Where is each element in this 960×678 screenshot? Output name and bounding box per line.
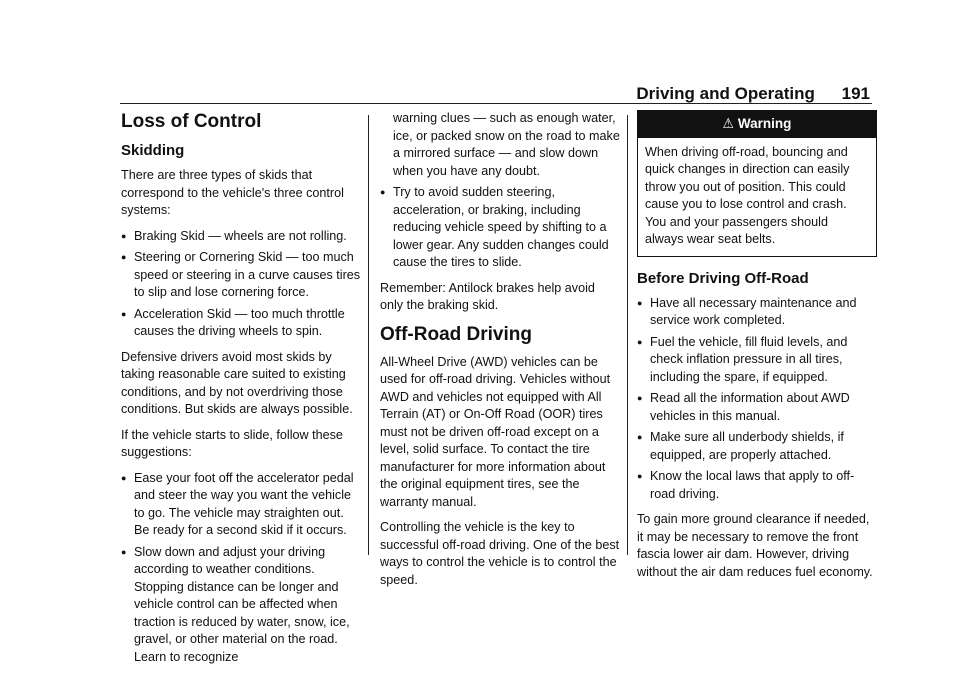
defensive-drivers-paragraph: Defensive drivers avoid most skids by taking reasonable care suited to existing conditions, and by not overdriving those conditions. But skids are always possible. <box>121 349 353 416</box>
list-item: ● Have all necessary maintenance and service work completed. <box>637 295 877 330</box>
list-item: ● Steering or Cornering Skid — too much speed or steering in a curve causes tires to slip and lose cornering force. <box>121 249 361 302</box>
list-item: ● Try to avoid sudden steering, acceleration, or braking, including reducing vehicle speed by shifting to a lower gear. Any sudden changes could cause the tires to slide. <box>380 184 620 272</box>
list-item: ● Braking Skid — wheels are not rolling. <box>121 228 361 246</box>
running-header <box>636 84 870 104</box>
slide-suggestions-intro: If the vehicle starts to slide, follow these suggestions: <box>121 427 343 459</box>
ground-clearance-paragraph: To gain more ground clearance if needed, it may be necessary to remove the front fascia lower air dam. However, driving without the air dam reduces fuel economy. <box>637 512 873 579</box>
skid-types-list <box>121 228 361 341</box>
list-item: ● Read all the information about AWD vehicles in this manual. <box>637 390 877 425</box>
warning-box <box>637 110 877 257</box>
page-number: 191 <box>841 84 870 103</box>
warning-text: When driving off-road, bouncing and quick changes in direction can easily throw you out of position. This could cause you to lose control and crash. You and your passengers should always wear seat belts. <box>645 144 850 246</box>
list-item: ● Acceleration Skid — too much throttle causes the driving wheels to spin. <box>121 306 361 341</box>
off-road-driving-heading: Off-Road Driving <box>380 323 532 345</box>
skidding-heading: Skidding <box>121 142 185 159</box>
column-divider-2 <box>627 115 628 555</box>
header-rule <box>120 103 872 104</box>
slide-suggestions-list-continued <box>380 110 620 272</box>
off-road-paragraph-2: Controlling the vehicle is the key to successful off-road driving. One of the best ways to control the vehicle is to control the speed. <box>380 520 620 587</box>
warning-label: Warning <box>737 116 792 131</box>
list-item: ● Slow down and adjust your driving according to weather conditions. Stopping distance can be longer and vehicle control can be affected when traction is reduced by water, snow, ice, gravel, or other material on the road. Learn to recognize <box>121 544 361 667</box>
section-title: Driving and Operating <box>636 84 815 103</box>
off-road-checklist <box>637 295 877 504</box>
list-item: ● Fuel the vehicle, fill fluid levels, and check inflation pressure in all tires, including the spare, if equipped. <box>637 334 877 387</box>
column-2 <box>380 110 620 597</box>
warning-triangle-icon: ⚠ <box>722 115 734 131</box>
loss-of-control-heading: Loss of Control <box>121 111 262 132</box>
slide-suggestions-list <box>121 470 361 667</box>
column-divider-1 <box>368 115 369 555</box>
before-off-road-heading: Before Driving Off-Road <box>637 269 809 287</box>
off-road-paragraph-1: All-Wheel Drive (AWD) vehicles can be used for off-road driving. Vehicles without AWD and vehicles not equipped with All Terrain (AT) or On-Off Road (OOR) tires must not be driven off-road except on a level, solid surface. To contact the tire manufacturer for more information about the original equipment tires, see the warranty manual. <box>380 354 611 509</box>
list-item: ● Know the local laws that apply to off-road driving. <box>637 468 877 503</box>
skids-intro: There are three types of skids that correspond to the vehicle's three control systems: <box>121 168 344 217</box>
column-1 <box>121 110 361 674</box>
column-3 <box>637 110 877 589</box>
list-item: ● Make sure all underbody shields, if equipped, are properly attached. <box>637 429 877 464</box>
warning-header <box>638 111 876 138</box>
list-item: ● Ease your foot off the accelerator pedal and steer the way you want the vehicle to go. The vehicle may straighten out. Be ready for a second skid if it occurs. <box>121 470 361 540</box>
list-item-continued: warning clues — such as enough water, ice, or packed snow on the road to make a mirrored surface — and slow down when you have any doubt. <box>393 111 620 178</box>
antilock-remember: Remember: Antilock brakes help avoid only the braking skid. <box>380 280 595 312</box>
